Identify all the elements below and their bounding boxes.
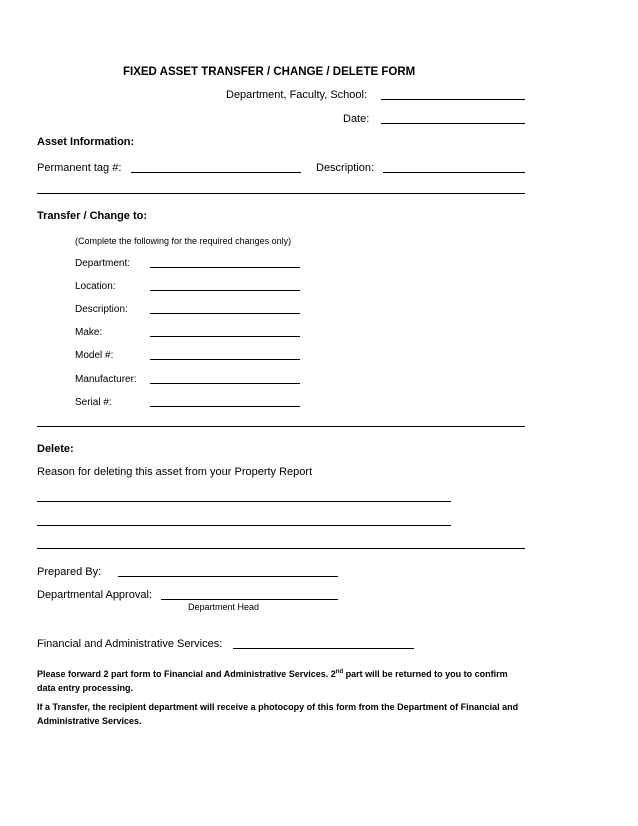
fas-label: Financial and Administrative Services: xyxy=(37,638,223,650)
prepared-by-label: Prepared By: xyxy=(37,566,102,578)
delete-reason-line-2[interactable] xyxy=(37,525,451,526)
asset-description-label: Description: xyxy=(316,162,375,174)
transfer-serial-field[interactable] xyxy=(150,406,300,407)
delete-heading: Delete: xyxy=(37,443,74,455)
transfer-department-field[interactable] xyxy=(150,267,300,268)
section-divider xyxy=(37,426,525,427)
transfer-note: If a Transfer, the recipient department will receive a photocopy of this form from the Department of Financial and Administrative Services. xyxy=(37,702,519,726)
prepared-by-field[interactable] xyxy=(118,576,338,577)
transfer-description-field[interactable] xyxy=(150,313,300,314)
forwarding-note-text-a: Please forward 2 part form to Financial and Administrative Services. 2 xyxy=(37,669,336,679)
department-head-caption: Department Head xyxy=(188,602,260,612)
transfer-heading: Transfer / Change to: xyxy=(37,210,148,222)
departmental-approval-label: Departmental Approval: xyxy=(37,589,152,601)
transfer-model-label: Model #: xyxy=(75,350,114,361)
fas-field[interactable] xyxy=(233,648,414,649)
transfer-description-label: Description: xyxy=(75,304,128,315)
transfer-make-label: Make: xyxy=(75,327,103,338)
delete-reason-line-1[interactable] xyxy=(37,501,451,502)
transfer-location-field[interactable] xyxy=(150,290,300,291)
asset-info-heading: Asset Information: xyxy=(37,136,135,148)
transfer-department-label: Department: xyxy=(75,258,131,269)
permanent-tag-label: Permanent tag #: xyxy=(37,162,122,174)
asset-description-field[interactable] xyxy=(383,172,525,173)
departmental-approval-field[interactable] xyxy=(161,599,338,600)
delete-reason-label: Reason for deleting this asset from your Property Report xyxy=(37,466,313,478)
transfer-instruction: (Complete the following for the required changes only) xyxy=(75,236,292,246)
date-label: Date: xyxy=(343,113,370,125)
dept-faculty-school-label: Department, Faculty, School: xyxy=(226,89,368,101)
section-divider xyxy=(37,193,525,194)
transfer-model-field[interactable] xyxy=(150,359,300,360)
date-field[interactable] xyxy=(381,123,525,124)
forwarding-note xyxy=(37,667,517,695)
permanent-tag-field[interactable] xyxy=(131,172,301,173)
dept-faculty-school-field[interactable] xyxy=(381,99,525,100)
forwarding-note-text-b: part will be returned to you to confirm data entry processing. xyxy=(37,669,508,693)
transfer-location-label: Location: xyxy=(75,281,116,292)
transfer-make-field[interactable] xyxy=(150,336,300,337)
form-title: FIXED ASSET TRANSFER / CHANGE / DELETE FORM xyxy=(123,66,416,78)
section-divider xyxy=(37,548,525,549)
transfer-serial-label: Serial #: xyxy=(75,397,112,408)
forwarding-note-sup: nd xyxy=(335,669,344,675)
transfer-manufacturer-field[interactable] xyxy=(150,383,300,384)
transfer-manufacturer-label: Manufacturer: xyxy=(75,374,137,385)
